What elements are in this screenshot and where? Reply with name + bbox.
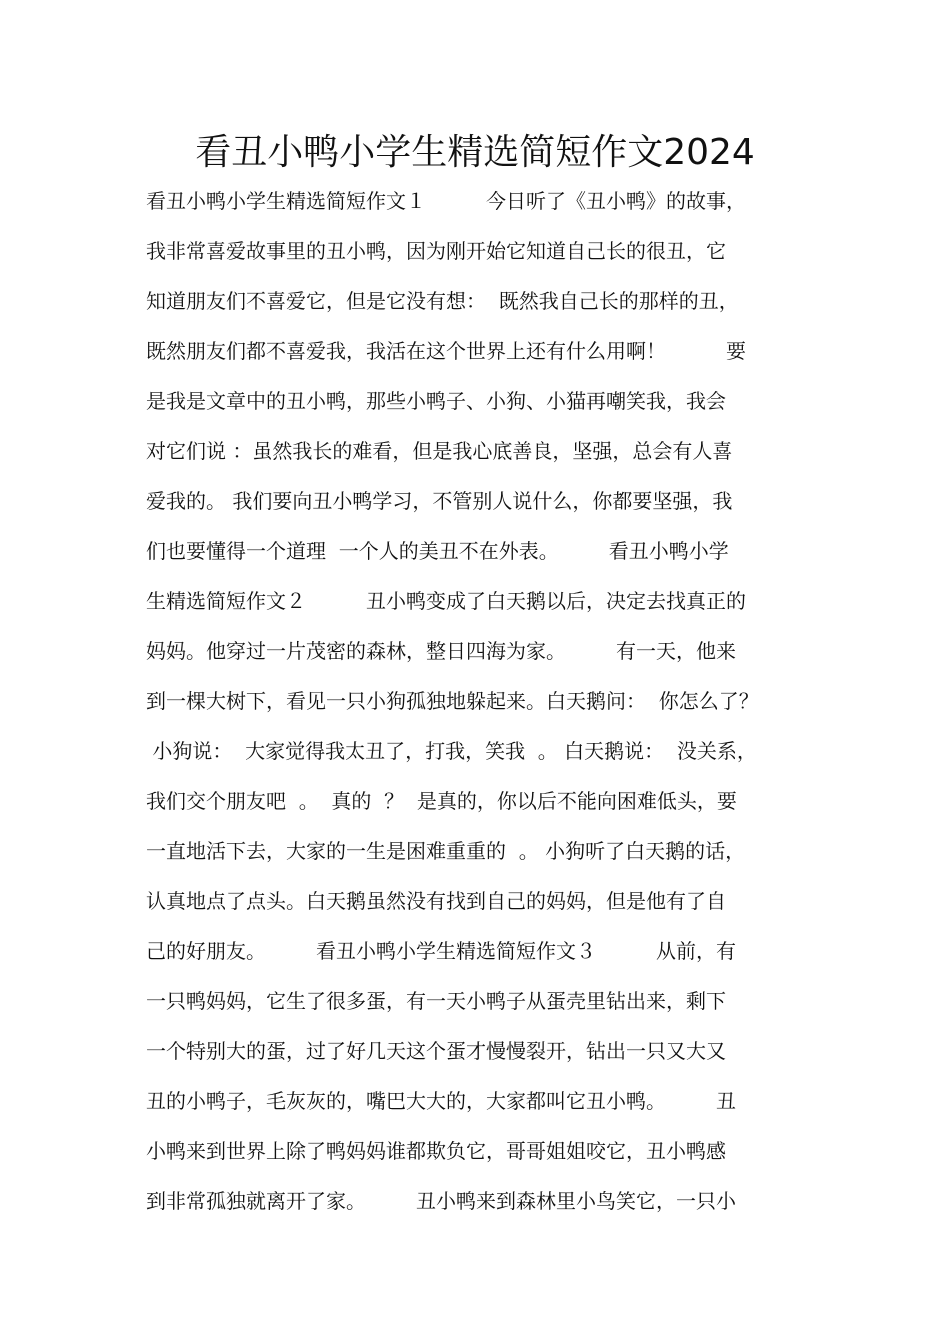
text-line: 生精选简短作文２ 丑小鸭变成了白天鹅以后，决定去找真正的 <box>146 589 746 613</box>
text-line: 既然朋友们都不喜爱我，我活在这个世界上还有什么用啊！ 要 <box>146 339 746 363</box>
text-line: 妈妈。他穿过一片茂密的森林，整日四海为家。 有一天，他来 <box>146 639 736 663</box>
text-line: 看丑小鸭小学生精选简短作文１ 今日听了《丑小鸭》的故事， <box>146 189 746 213</box>
text-line: 小狗说： 大家觉得我太丑了，打我，笑我 。 白天鹅说： 没关系， <box>146 739 757 763</box>
text-line: 对它们说 ：虽然我长的难看，但是我心底善良，坚强，总会有人喜 <box>146 439 733 463</box>
text-line: 到一棵大树下，看见一只小狗孤独地躲起来。白天鹅问： 你怎么了？ <box>146 689 759 713</box>
text-line: 是我是文章中的丑小鸭，那些小鸭子、小狗、小猫再嘲笑我，我会 <box>146 389 726 413</box>
text-line: 丑的小鸭子，毛灰灰的，嘴巴大大的，大家都叫它丑小鸭。 丑 <box>146 1089 736 1113</box>
text-line: 一直地活下去，大家的一生是困难重重的 。 小狗听了白天鹅的话， <box>146 839 746 863</box>
document-body <box>146 178 836 1228</box>
text-line: 我们交个朋友吧 。 真的 ？ 是真的，你以后不能向困难低头，要 <box>146 789 737 813</box>
text-line: 一只鸭妈妈，它生了很多蛋，有一天小鸭子从蛋壳里钻出来，剩下 <box>146 989 726 1013</box>
text-line: 一个特别大的蛋，过了好几天这个蛋才慢慢裂开，钻出一只又大又 <box>146 1039 726 1063</box>
text-line: 们也要懂得一个道理 一个人的美丑不在外表。 看丑小鸭小学 <box>146 539 729 563</box>
text-line: 爱我的。 我们要向丑小鸭学习，不管别人说什么，你都要坚强，我 <box>146 489 733 513</box>
text-line: 我非常喜爱故事里的丑小鸭，因为刚开始它知道自己长的很丑，它 <box>146 239 726 263</box>
text-line: 到非常孤独就离开了家。 丑小鸭来到森林里小鸟笑它，一只小 <box>146 1189 736 1213</box>
document-title: 看丑小鸭小学生精选简短作文2024 <box>195 132 755 173</box>
text-line: 己的好朋友。 看丑小鸭小学生精选简短作文３ 从前，有 <box>146 939 736 963</box>
text-line: 小鸭来到世界上除了鸭妈妈谁都欺负它，哥哥姐姐咬它，丑小鸭感 <box>146 1139 726 1163</box>
text-line: 认真地点了点头。白天鹅虽然没有找到自己的妈妈，但是他有了自 <box>146 889 726 913</box>
text-line: 知道朋友们不喜爱它，但是它没有想： 既然我自己长的那样的丑， <box>146 289 739 313</box>
